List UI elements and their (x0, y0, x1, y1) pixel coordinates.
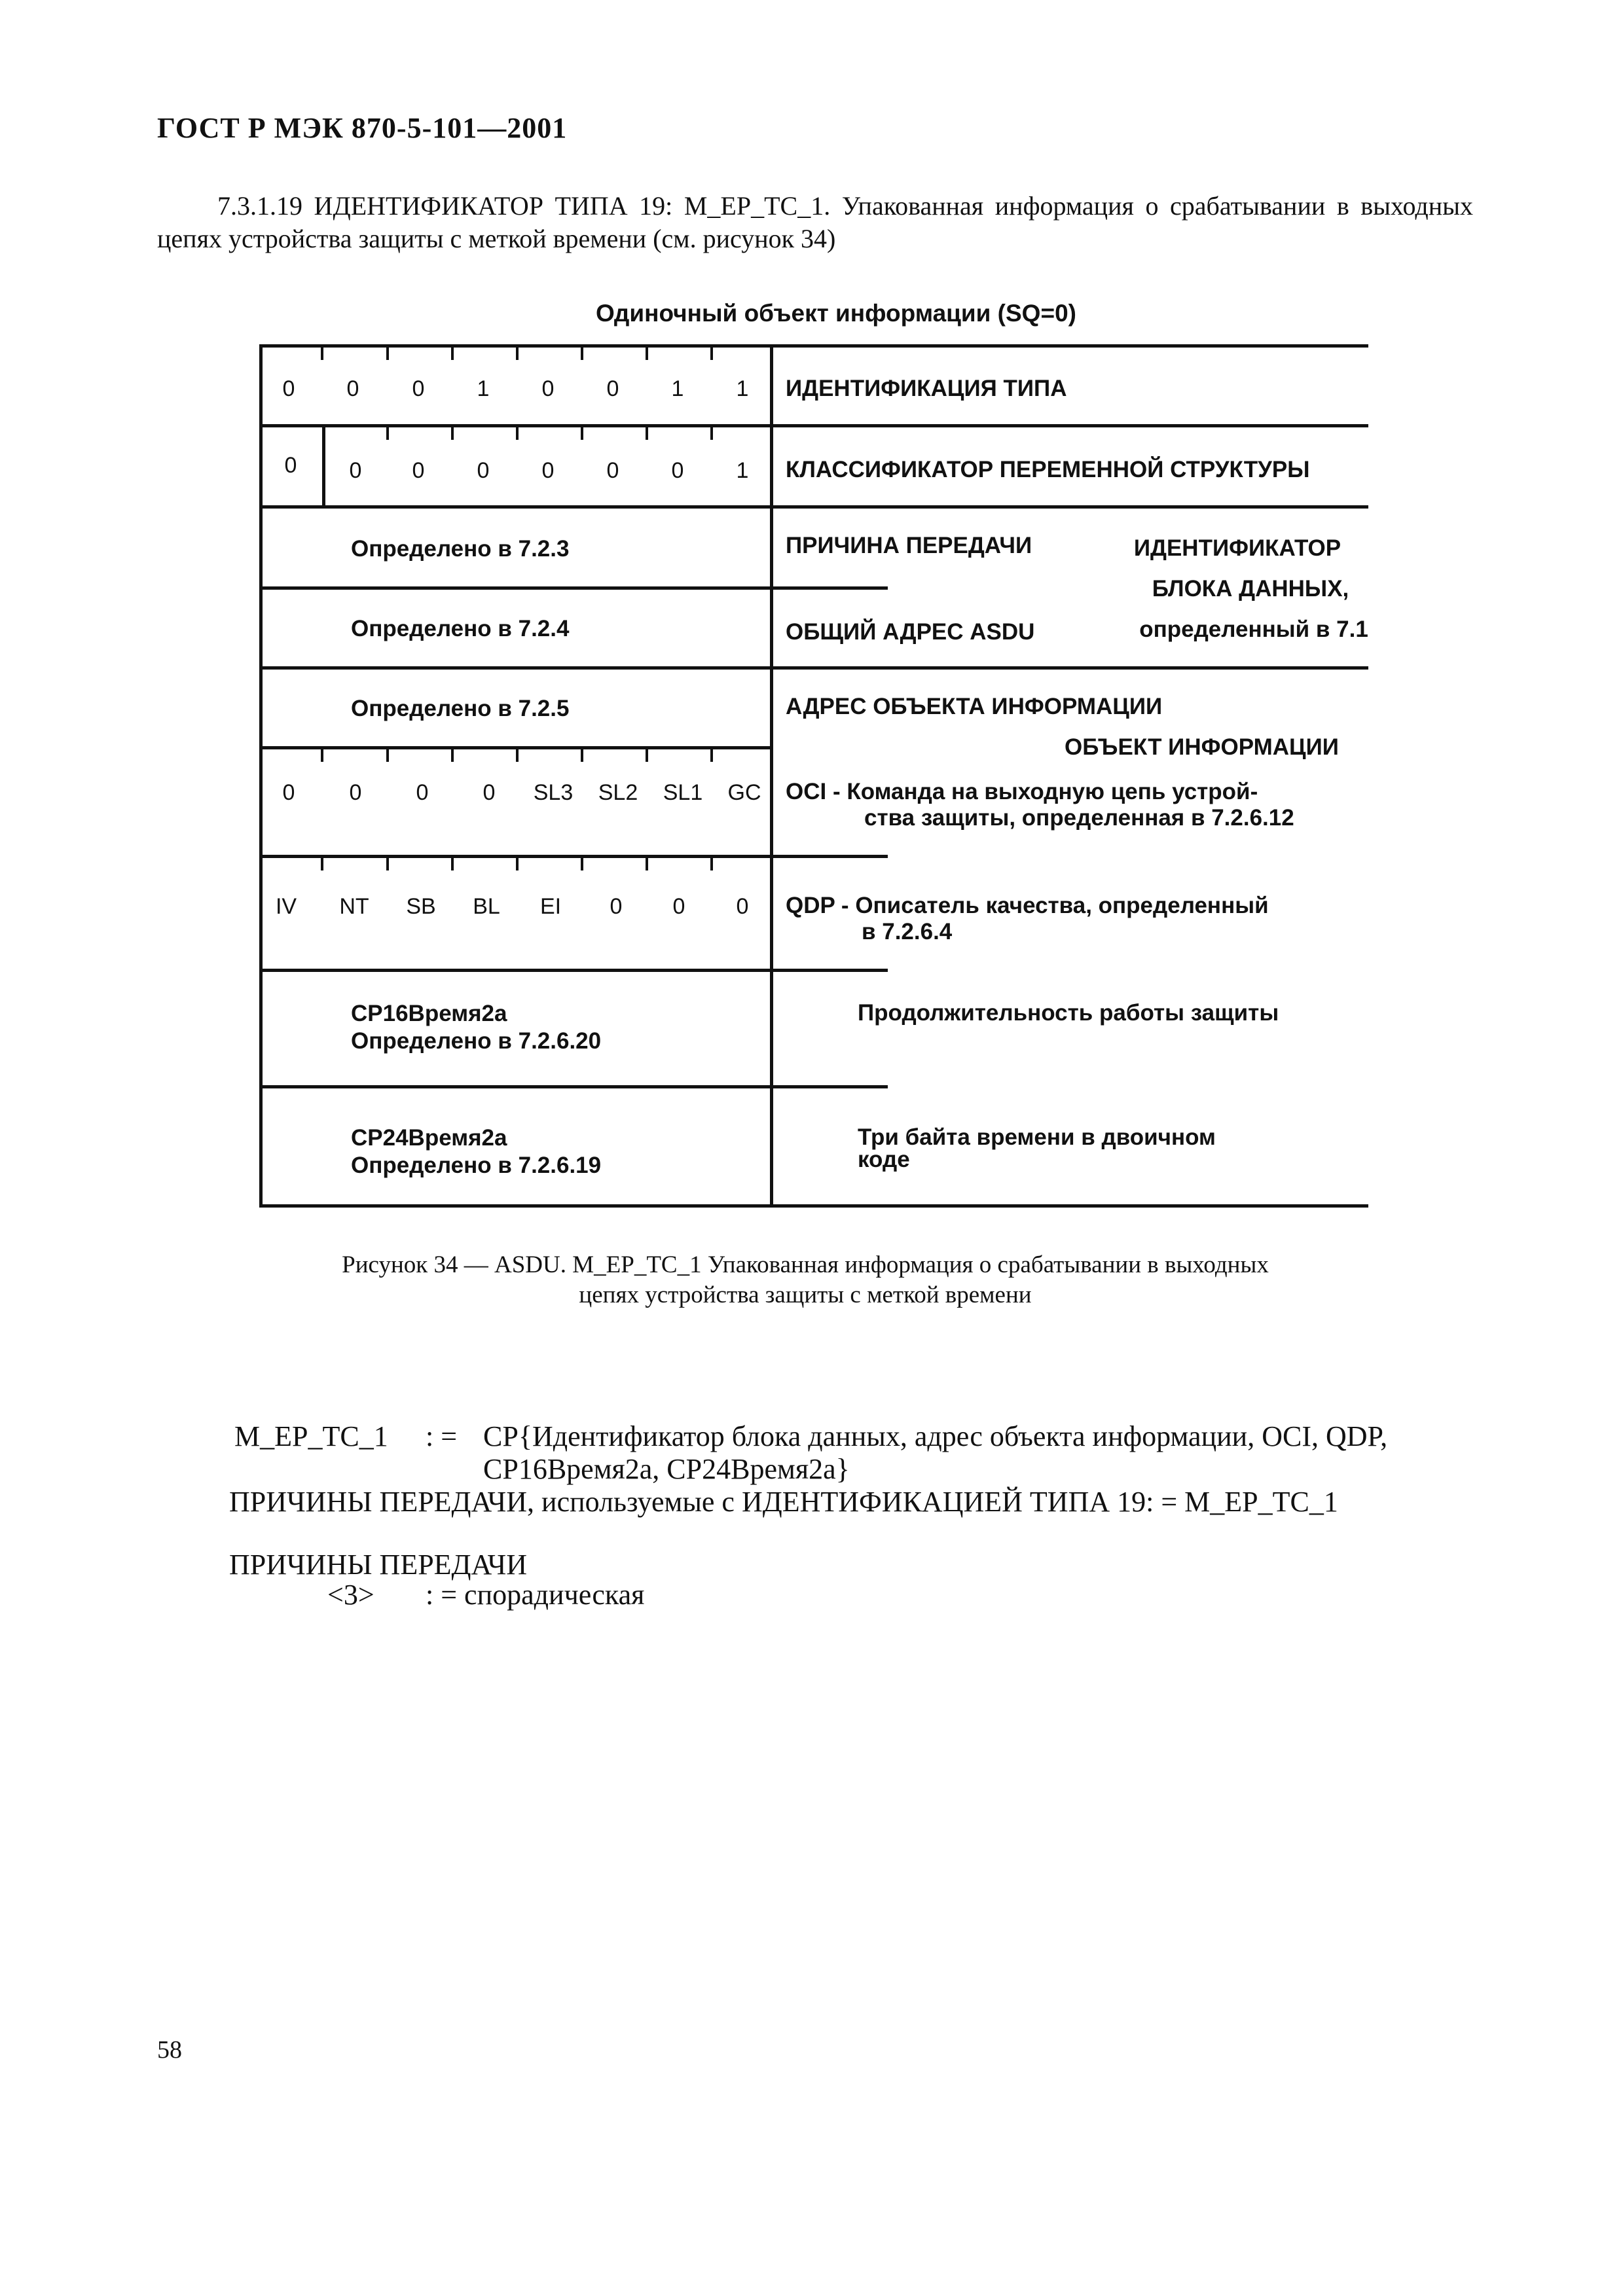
oci-bit-gc: GC (727, 780, 761, 805)
bit-tick (386, 857, 389, 870)
bit-tick (710, 749, 713, 762)
qdp-bit-iv: IV (275, 894, 297, 919)
type-id-bit-2: 1 (671, 376, 684, 401)
type-id-label: ИДЕНТИФИКАЦИЯ ТИПА (786, 376, 1067, 401)
oci-bit-7: 0 (349, 780, 362, 805)
common-address-label: ОБЩИЙ АДРЕС ASDU (786, 619, 1035, 645)
oci-bit-8: 0 (282, 780, 295, 805)
ioa-label: АДРЕС ОБЪЕКТА ИНФОРМАЦИИ (786, 694, 1163, 719)
rule-after-type-id (259, 424, 1368, 427)
bit-tick (581, 347, 583, 360)
bit-tick (646, 427, 648, 440)
type-id-bit-8: 0 (282, 376, 295, 401)
bit-tick (581, 857, 583, 870)
bit-tick (516, 427, 519, 440)
qdp-bit-ei: EI (539, 894, 562, 919)
rule-after-vsq (259, 505, 1368, 509)
cp16-label: Продолжительность работы защиты (858, 1000, 1279, 1026)
rule-right-oci (770, 855, 888, 858)
bit-tick (646, 749, 648, 762)
bit-tick (581, 749, 583, 762)
oci-bit-sl1: SL1 (663, 780, 703, 805)
type-id-bit-4: 0 (541, 376, 555, 401)
vsq-bit-4: 0 (541, 458, 555, 483)
vsq-bit-6: 0 (412, 458, 425, 483)
figure-title: Одиночный объект информации (SQ=0) (596, 300, 1076, 327)
information-object-label: ОБЪЕКТ ИНФОРМАЦИИ (1065, 734, 1339, 760)
bit-tick (451, 347, 454, 360)
cot-usage-line: ПРИЧИНЫ ПЕРЕДАЧИ, используемые с ИДЕНТИФИКАЦИЕЙ ТИПА 19: = M_EP_TC_1 (229, 1486, 1338, 1518)
oci-bit-sl3: SL3 (533, 780, 574, 805)
qdp-bit-nt: NT (339, 894, 369, 919)
cp24-label-line1: Три байта времени в двоичном (858, 1124, 1216, 1150)
intro-paragraph: 7.3.1.19 ИДЕНТИФИКАТОР ТИПА 19: M_EP_TC_1. Упакованная информация о срабатывании в выходных цепях устройства защиты с меткой времени (см. рисунок 34) (157, 191, 1473, 253)
rule-after-cot (259, 586, 773, 590)
bit-tick (386, 347, 389, 360)
document-header: ГОСТ Р МЭК 870-5-101—2001 (157, 112, 568, 144)
cot-label: ПРИЧИНА ПЕРЕДАЧИ (786, 533, 1032, 558)
qdp-bit-3: 0 (610, 894, 623, 919)
definition-term: M_EP_TC_1 (234, 1420, 388, 1452)
oci-bit-6: 0 (416, 780, 429, 805)
qdp-bit-sb: SB (406, 894, 436, 919)
qdp-label-line1: QDP - Описатель качества, определенный (786, 893, 1269, 918)
bit-tick (321, 749, 323, 762)
figure-caption-line2: цепях устройства защиты с меткой времени (579, 1282, 1032, 1308)
qdp-label-line2: в 7.2.6.4 (862, 919, 953, 944)
bit-tick (386, 749, 389, 762)
data-unit-id-line3: определенный в 7.1 (1139, 617, 1368, 642)
vsq-bit-1: 1 (736, 458, 749, 483)
bit-tick (710, 427, 713, 440)
bit-tick (451, 427, 454, 440)
page-number: 58 (157, 2036, 182, 2064)
type-id-bit-1: 1 (736, 376, 749, 401)
type-id-bit-5: 1 (477, 376, 490, 401)
bit-tick (710, 857, 713, 870)
oci-bit-5: 0 (483, 780, 496, 805)
cp24-label-line2: коде (858, 1147, 910, 1172)
oci-label-line2: ства защиты, определенная в 7.2.6.12 (864, 805, 1294, 831)
bit-tick (710, 347, 713, 360)
oci-bit-sl2: SL2 (598, 780, 638, 805)
bit-tick (516, 347, 519, 360)
figure-caption-line1: Рисунок 34 — ASDU. M_EP_TC_1 Упакованная информация о срабатывании в выходных (342, 1251, 1269, 1278)
vsq-bit-3: 0 (606, 458, 619, 483)
type-id-bit-3: 0 (606, 376, 619, 401)
type-id-bit-7: 0 (346, 376, 359, 401)
rule-right-cp16 (770, 1085, 888, 1088)
cot-value: : = спорадическая (426, 1579, 645, 1611)
vsq-bit-sq: 0 (284, 453, 297, 478)
rule-after-common-address (259, 666, 1368, 670)
cp24-name: CP24Время2a (351, 1125, 507, 1151)
vsq-bit-5: 0 (477, 458, 490, 483)
ioa-content: Определено в 7.2.5 (351, 696, 570, 721)
data-unit-id-line2: БЛОКА ДАННЫХ, (1152, 576, 1349, 601)
bit-tick (451, 749, 454, 762)
figure-caption (196, 1250, 1414, 1310)
bit-tick (516, 857, 519, 870)
data-unit-id-line1: ИДЕНТИФИКАТОР (1133, 535, 1341, 561)
rule-top (259, 344, 1368, 348)
definition-operator: : = (426, 1420, 458, 1452)
cp24-definition: Определено в 7.2.6.19 (351, 1153, 602, 1178)
bit-tick (451, 857, 454, 870)
qdp-bit-bl: BL (473, 894, 500, 919)
bit-tick (646, 857, 648, 870)
definition-line2: CP16Время2a, CP24Время2a} (483, 1453, 850, 1485)
rule-right-cot (770, 586, 888, 590)
vsq-label: КЛАССИФИКАТОР ПЕРЕМЕННОЙ СТРУКТУРЫ (786, 457, 1310, 482)
rule-bottom (259, 1204, 1368, 1208)
rule-right-qdp (770, 969, 888, 972)
cp16-name: CP16Время2a (351, 1001, 507, 1026)
rule-after-cp16 (259, 1085, 773, 1088)
cot-code: <3> (327, 1579, 374, 1611)
vsq-bit-7: 0 (349, 458, 362, 483)
common-address-content: Определено в 7.2.4 (351, 616, 570, 641)
cp16-definition: Определено в 7.2.6.20 (351, 1028, 602, 1054)
bit-tick (386, 427, 389, 440)
bit-tick (516, 749, 519, 762)
qdp-bit-2: 0 (672, 894, 685, 919)
cot-heading: ПРИЧИНЫ ПЕРЕДАЧИ (229, 1549, 528, 1581)
vsq-bit-2: 0 (671, 458, 684, 483)
bit-tick (321, 857, 323, 870)
rule-after-qdp (259, 969, 773, 972)
oci-label-line1: OCI - Команда на выходную цепь устрой- (786, 779, 1258, 804)
type-id-bit-6: 0 (412, 376, 425, 401)
bit-tick (581, 427, 583, 440)
bit-tick (646, 347, 648, 360)
definition-line1: CP{Идентификатор блока данных, адрес объекта информации, OCI, QDP, (483, 1420, 1388, 1452)
bit-tick (321, 347, 323, 360)
cot-content: Определено в 7.2.3 (351, 536, 570, 562)
qdp-bit-1: 0 (736, 894, 749, 919)
